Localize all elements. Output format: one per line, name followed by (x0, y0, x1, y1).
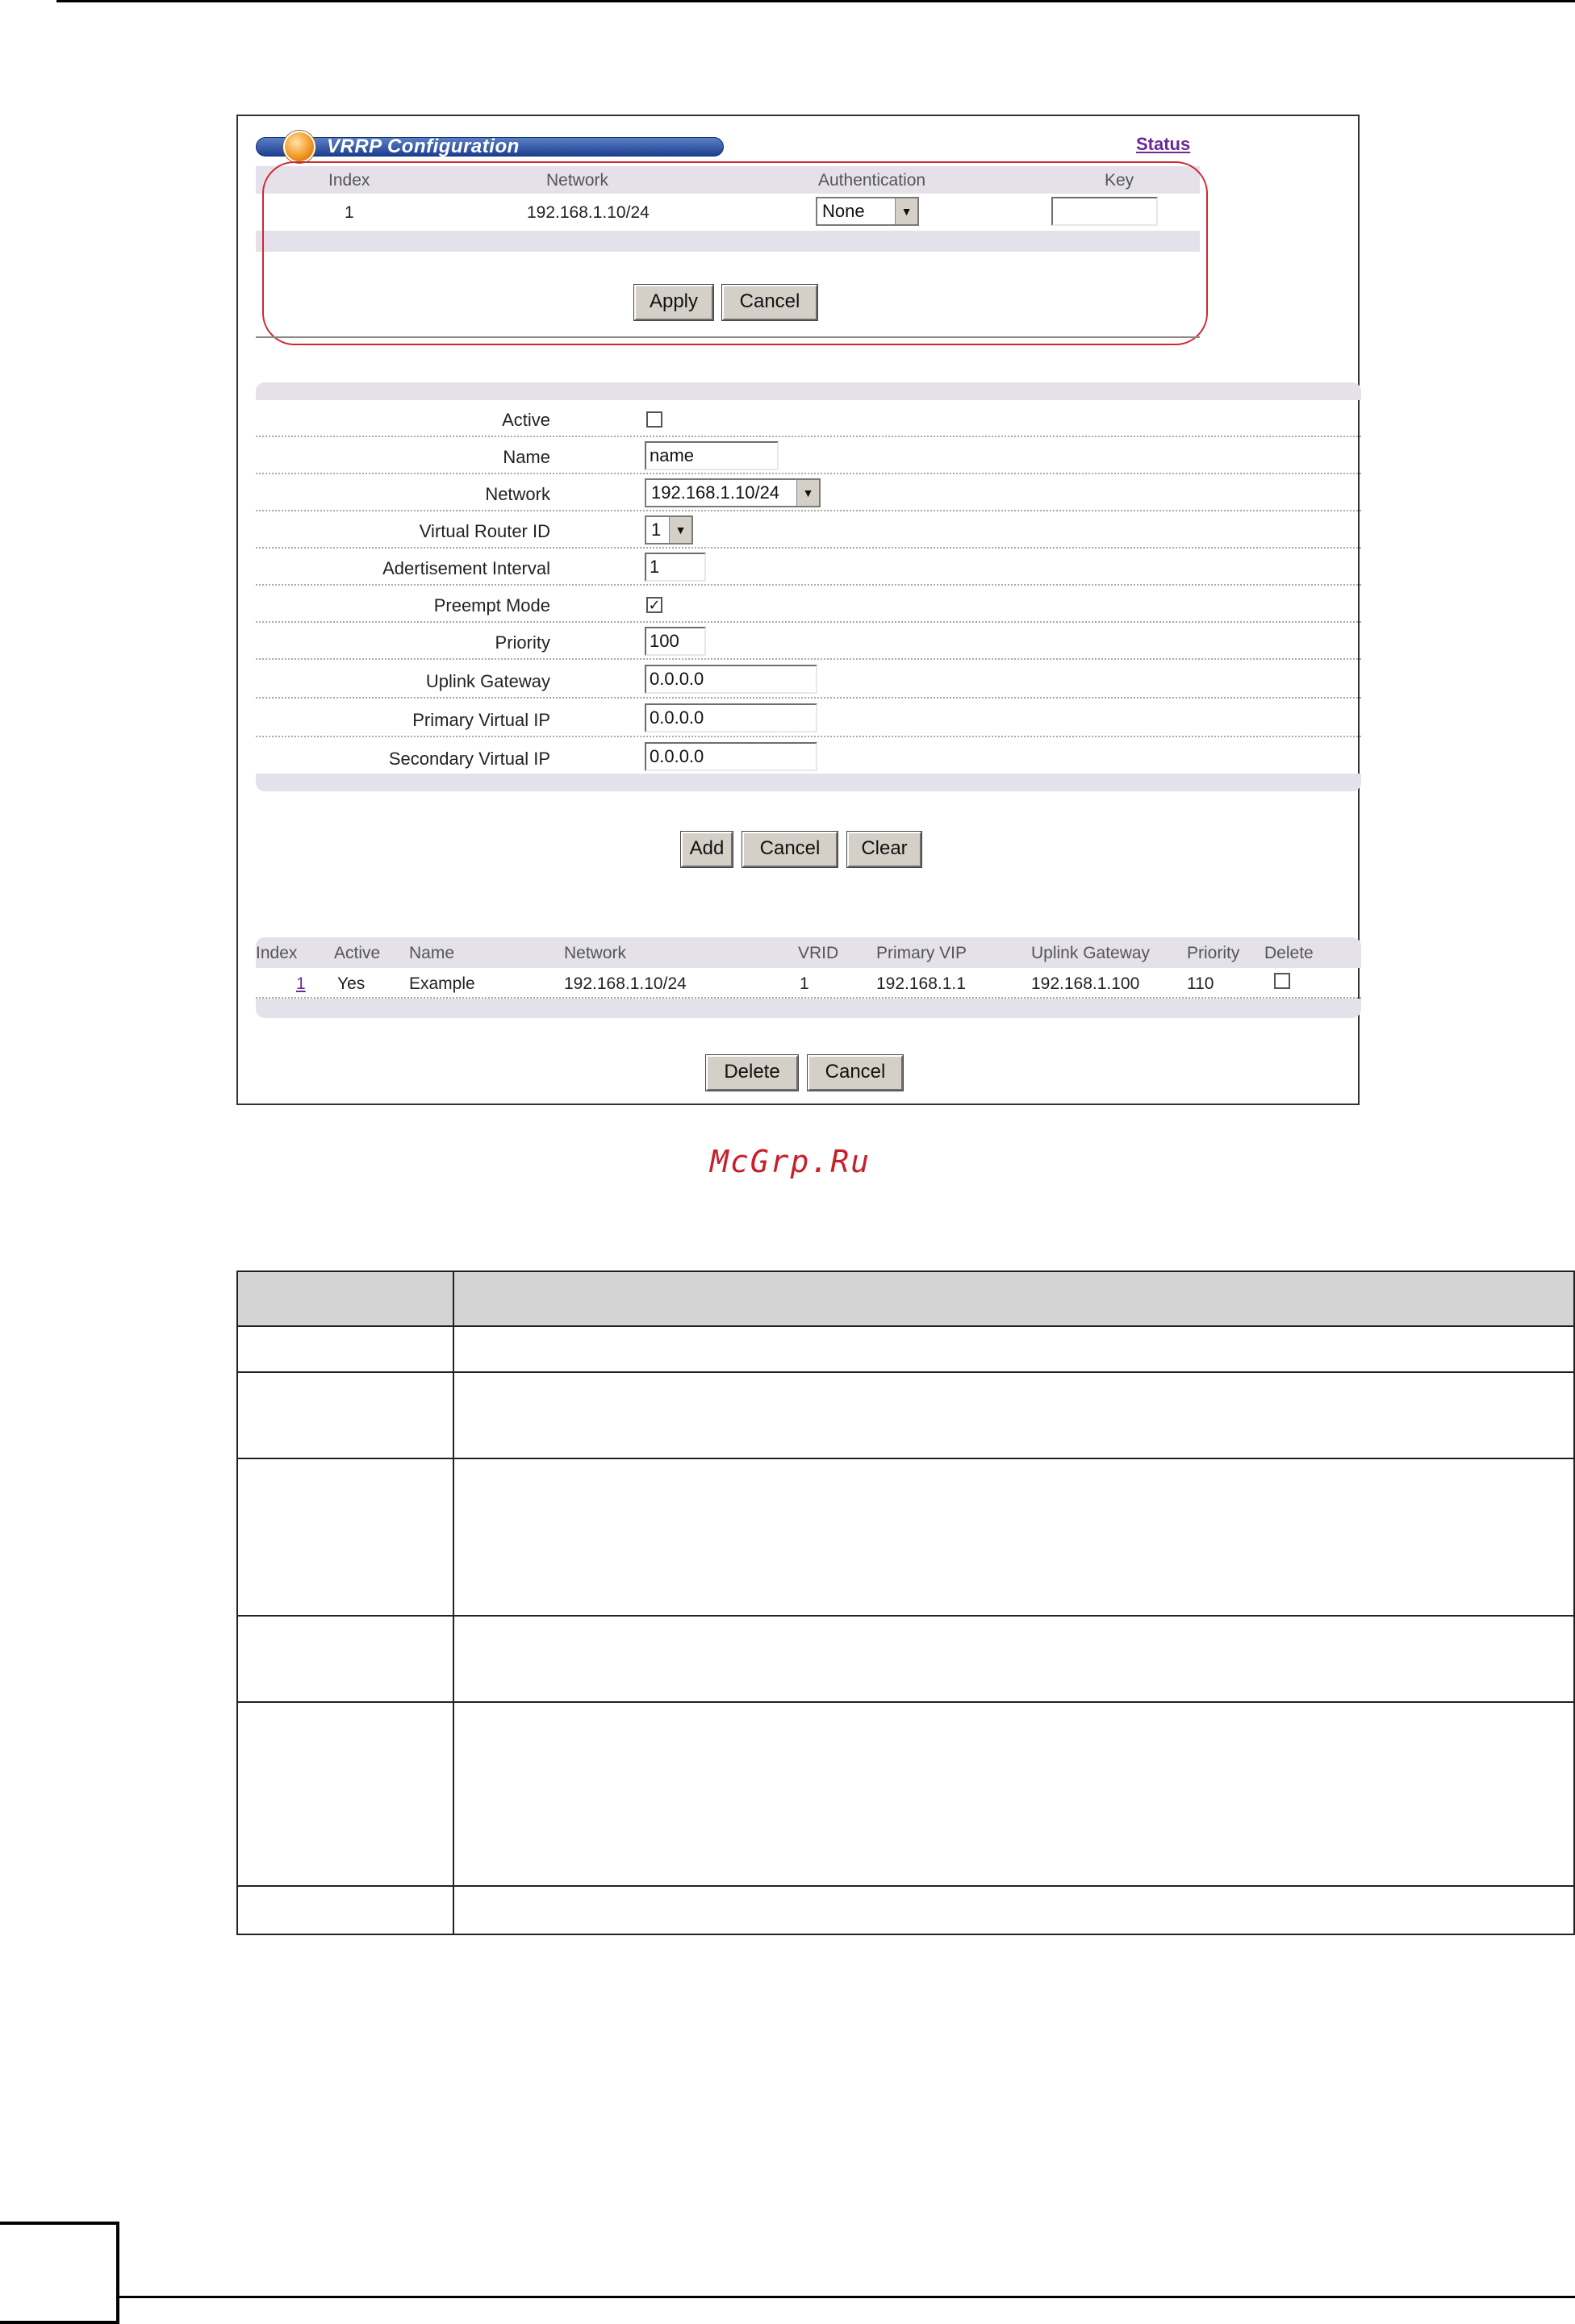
uplink-label: Uplink Gateway (425, 671, 550, 691)
form-row-interval (256, 549, 1361, 586)
summary-header-uplink: Uplink Gateway (1031, 944, 1151, 962)
summary-header-active: Active (334, 944, 381, 962)
summary-header-priority: Priority (1187, 944, 1240, 962)
interval-input[interactable]: 1 (645, 553, 706, 582)
form-row-preempt (256, 586, 1361, 623)
authentication-select-value: None (822, 201, 865, 221)
watermark: McGrp.Ru (710, 1144, 871, 1179)
auth-row-index: 1 (345, 203, 354, 222)
primary-vip-label: Primary Virtual IP (412, 710, 550, 730)
chevron-down-icon: ▼ (895, 198, 917, 224)
delete-button[interactable]: Delete (706, 1055, 798, 1091)
top-rule (56, 0, 1575, 2)
summary-header-name: Name (409, 944, 455, 962)
name-label: Name (503, 447, 550, 467)
row-network: 192.168.1.10/24 (564, 974, 687, 993)
highlight-outline (262, 161, 1208, 345)
network-label: Network (485, 484, 550, 504)
form-header (256, 382, 1361, 400)
secondary-vip-input[interactable]: 0.0.0.0 (645, 742, 817, 771)
divider (256, 336, 1200, 338)
active-checkbox[interactable] (646, 411, 662, 428)
auth-header-authentication: Authentication (818, 171, 926, 190)
summary-header-vrid: VRID (798, 944, 839, 962)
form-cancel-button[interactable]: Cancel (742, 832, 838, 867)
summary-cancel-button[interactable]: Cancel (808, 1055, 903, 1091)
row-delete-checkbox[interactable] (1274, 973, 1290, 989)
preempt-checkbox[interactable]: ✓ (646, 597, 662, 613)
add-button[interactable]: Add (681, 832, 733, 867)
form-row-secondary-vip (256, 737, 1361, 774)
orb-icon (283, 131, 315, 163)
auth-header-key: Key (1105, 171, 1134, 190)
page-number-box (0, 2222, 119, 2324)
description-table-row (237, 1326, 1574, 1373)
name-input[interactable]: name (645, 441, 779, 470)
uplink-gateway-input[interactable]: 0.0.0.0 (645, 665, 817, 694)
page-title: VRRP Configuration (327, 136, 520, 157)
network-select[interactable] (645, 478, 821, 507)
auth-cancel-button[interactable]: Cancel (722, 285, 817, 320)
summary-header-delete: Delete (1264, 944, 1314, 962)
primary-vip-input[interactable]: 0.0.0.0 (645, 703, 817, 732)
vrid-select-value: 1 (651, 519, 662, 540)
screenshot-frame (236, 115, 1360, 1105)
interval-label: Adertisement Interval (382, 558, 550, 578)
form-row-priority (256, 623, 1361, 660)
network-select-value: 192.168.1.10/24 (651, 482, 780, 503)
preempt-label: Preempt Mode (433, 595, 550, 615)
table-row (256, 968, 1361, 997)
description-table-row (237, 1458, 1574, 1616)
chevron-down-icon: ▼ (796, 480, 819, 506)
row-vrid: 1 (800, 974, 809, 993)
status-link[interactable]: Status (1136, 134, 1191, 154)
clear-button[interactable]: Clear (847, 832, 921, 867)
auth-row-network: 192.168.1.10/24 (527, 203, 650, 222)
priority-input[interactable]: 100 (645, 627, 706, 656)
description-table (236, 1270, 1575, 1935)
summary-header-primary-vip: Primary VIP (876, 944, 967, 962)
description-table-row (237, 1886, 1574, 1934)
secondary-vip-label: Secondary Virtual IP (388, 749, 550, 769)
active-label: Active (502, 410, 550, 430)
description-table-row (237, 1616, 1574, 1702)
priority-label: Priority (495, 632, 550, 653)
form-row-network (256, 474, 1361, 511)
auth-header-index: Index (328, 171, 370, 190)
auth-header-network: Network (546, 171, 609, 190)
apply-button[interactable]: Apply (634, 285, 713, 320)
row-primary-vip: 192.168.1.1 (876, 974, 966, 993)
form-row-primary-vip (256, 699, 1361, 737)
summary-header-index: Index (256, 944, 298, 962)
form-row-active (256, 400, 1361, 437)
form-row-name (256, 437, 1361, 474)
summary-table-footer (256, 999, 1361, 1018)
vrid-select[interactable] (645, 515, 693, 544)
description-table-header (237, 1271, 1574, 1326)
chevron-down-icon: ▼ (669, 517, 691, 543)
row-index-link[interactable]: 1 (296, 974, 306, 993)
summary-header-network: Network (564, 944, 627, 962)
row-name: Example (409, 974, 475, 993)
description-table-row (237, 1702, 1574, 1886)
form-footer (256, 774, 1361, 791)
vrid-label: Virtual Router ID (419, 521, 550, 541)
description-table-row (237, 1372, 1574, 1458)
row-uplink: 192.168.1.100 (1031, 974, 1140, 993)
footer-rule (119, 2296, 1575, 2298)
form-row-vrid (256, 511, 1361, 549)
form-row-uplink (256, 660, 1361, 699)
summary-table-header (256, 937, 1361, 968)
row-priority: 110 (1187, 974, 1214, 993)
row-active: Yes (337, 974, 366, 993)
